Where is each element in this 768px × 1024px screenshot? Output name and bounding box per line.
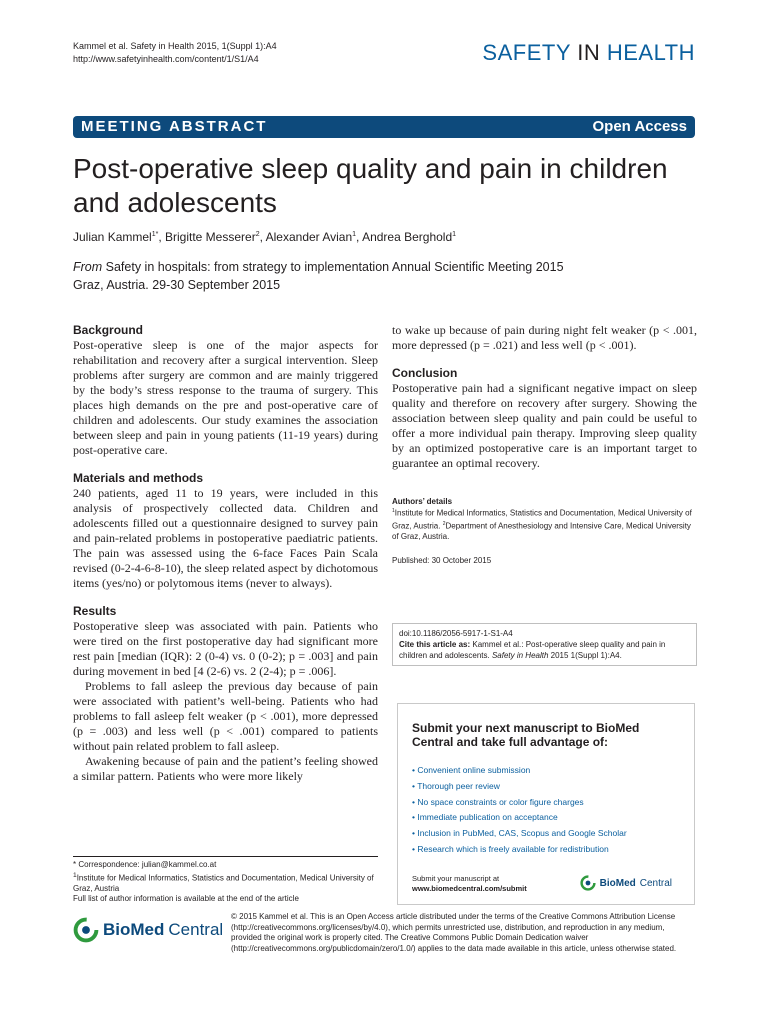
section-heading-background: Background	[73, 323, 144, 337]
author: Brigitte Messerer	[165, 230, 256, 244]
conclusion-text: Postoperative pain had a significant negative impact on sleep quality and therefore on recovery after surgery. Showing the association between sleep quality and pain could be useful to offer a more individual pain therapy. Improving sleep quality by an optimized postoperative care is an important target to guarantee an optimal recovery.	[392, 381, 697, 470]
results-paragraph-3: Awakening because of pain and the patient’s feeling showed a similar pattern. Patients who were more likely	[73, 754, 378, 783]
submit-url-text: Submit your manuscript at www.biomedcentral.com/submit	[412, 874, 527, 893]
license-statement: © 2015 Kammel et al. This is an Open Access article distributed under the terms of the Creative Commons Attribution License (http://creativecommons.org/licenses/by/4.0), which permits unrestricted use, distribution, and reproduction in any medium, provided the original work is properly cited. The Creative Commons Public Domain Dedication waiver (http://creativecommons.org/publicdomain/zero/1.0/) applies to the data made available in this article, unless otherwise stated.	[231, 912, 677, 953]
list-item: • Inclusion in PubMed, CAS, Scopus and Google Scholar	[412, 828, 627, 844]
author-list: Julian Kammel$^{1*}$, Brigitte Messerer$^2$, Alexander Avian$^1$, Andrea Berghold$^1$	[73, 230, 457, 244]
list-item: • Immediate publication on acceptance	[412, 812, 627, 828]
biomed-central-logo-small: BioMed Central	[580, 875, 672, 891]
biomed-central-logo: BioMed Central	[73, 917, 223, 943]
author: Andrea Berghold	[362, 230, 453, 244]
section-heading-conclusion: Conclusion	[392, 366, 458, 380]
methods-text: 240 patients, aged 11 to 19 years, were included in this analysis of prospectively collected data. Children and adolescents filled out a questionnaire designed to survey pain and pain-related problems in postoperative paediatric patients. The pain was assessed using the 6-face Faces Pain Scala revised (0-2-4-6-8-10), the sleep related aspect by dichotomous items (yes/no) or polytomous items (never to always).	[73, 486, 378, 590]
author: Julian Kammel	[73, 230, 152, 244]
citation-line-1: Kammel et al. Safety in Health 2015, 1(Suppl 1):A4	[73, 41, 277, 51]
journal-citation-header	[73, 40, 277, 66]
correspondence-email: * Correspondence: julian@kammel.co.at	[73, 860, 217, 869]
doi[interactable]: doi:10.1186/2056-5917-1-S1-A4	[399, 629, 513, 638]
section-heading-results: Results	[73, 604, 117, 618]
author: Alexander Avian	[265, 230, 353, 244]
list-item: • No space constraints or color figure charges	[412, 797, 627, 813]
biomed-logo-icon	[580, 875, 596, 891]
meeting-source: From Safety in hospitals: from strategy to implementation Annual Scientific Meeting 2015 Graz, Austria. 29-30 September 2015	[73, 260, 564, 292]
open-access-label: Open Access	[592, 118, 687, 135]
list-item: • Thorough peer review	[412, 781, 627, 797]
journal-brand: SAFETY IN HEALTH	[482, 40, 695, 65]
results-continued: to wake up because of pain during night felt weaker (p < .001, more depressed (p = .021) and less well (p < .001).	[392, 323, 697, 352]
biomed-logo-icon	[73, 917, 99, 943]
results-paragraph-1: Postoperative sleep was associated with pain. Patients who were tired on the first postoperative day had significant more rest pain [median (IQR): 2 (0-4) vs. 0 (0-2); p = .003] and pain during movement in bed [4 (2-6) vs. 2 (2-4); p = .006].	[73, 619, 378, 678]
right-column	[392, 323, 697, 565]
published-date: Published: 30 October 2015	[392, 556, 492, 566]
background-text: Post-operative sleep is one of the major aspects for rehabilitation and recovery after a surgical intervention. Sleep problems after surgery are common and are mainly triggered by the body’s stress response to the trauma of surgery. This places high demands on the pre and post-operative care of children and adolescents. Our study examines the association between sleep and pain in young patients (11-19 years) during post-operative care.	[73, 338, 378, 457]
submit-title: Submit your next manuscript to BioMed Central and take full advantage of:	[412, 721, 640, 749]
authors-details-text: $^1$Institute for Medical Informatics, Statistics and Documentation, Medical University of Graz, Austria. $^2$Department of Anesthesiology and Intensive Care, Medical University of Graz, Austria.	[392, 508, 692, 542]
authors-details-heading: Authors’ details	[392, 497, 453, 506]
list-item: • Convenient online submission	[412, 765, 627, 781]
list-item: • Research which is freely available for redistribution	[412, 844, 627, 860]
submit-manuscript-ad	[397, 703, 695, 905]
article-title: Post-operative sleep quality and pain in children and adolescents	[73, 153, 668, 218]
results-paragraph-2: Problems to fall asleep the previous day because of pain were associated with patient’s well-being. Patients who had problems to fall asleep felt weaker (p < .001), more depressed (p = .003) and less well (p < .001) compared to patients without pain related problem to fall asleep.	[73, 679, 378, 753]
left-column	[73, 323, 378, 784]
benefit-list	[412, 765, 627, 860]
cite-article-box: doi:10.1186/2056-5917-1-S1-A4 Cite this article as: Kammel et al.: Post-operative sleep quality and pain in children and adolescents. Safety in Health 2015 1(Suppl 1):A4.	[392, 623, 697, 666]
correspondence-footnote: * Correspondence: julian@kammel.co.at $^1$Institute for Medical Informatics, Statistics and Documentation, Medical University of Graz, Austria Full list of author information is available at the end of the article	[73, 856, 378, 905]
article-type-banner	[73, 116, 695, 138]
section-heading-methods: Materials and methods	[73, 471, 204, 485]
citation-url[interactable]: http://www.safetyinhealth.com/content/1/S1/A4	[73, 54, 259, 64]
article-type-label: MEETING ABSTRACT	[81, 118, 268, 135]
